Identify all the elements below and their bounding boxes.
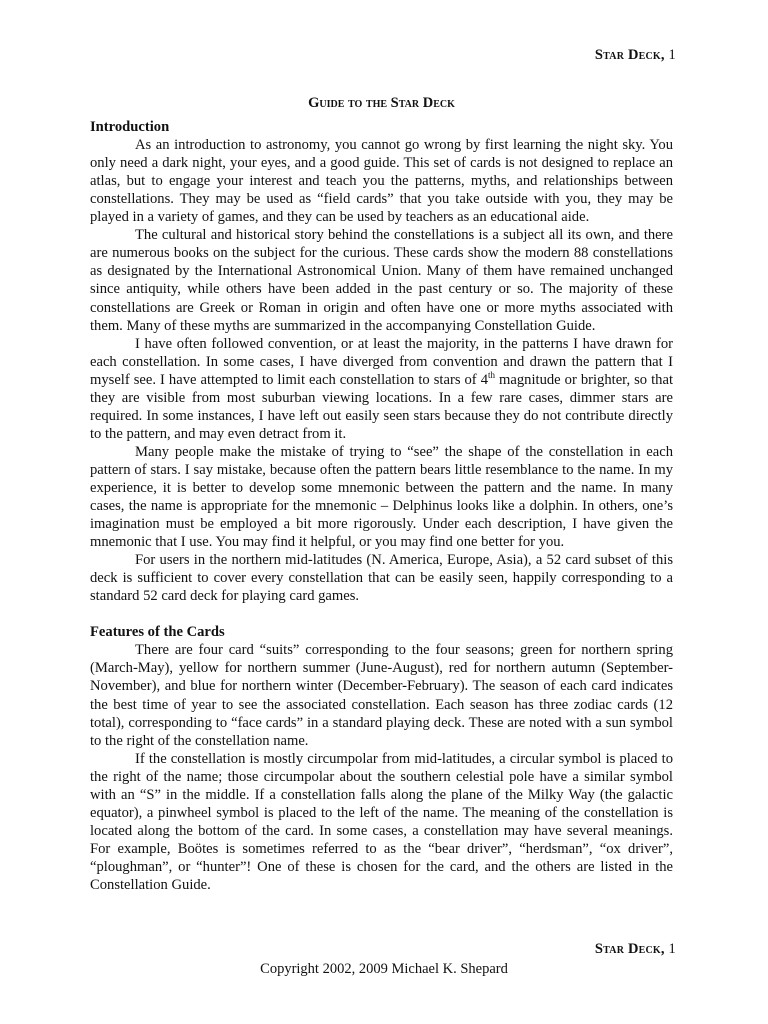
running-head-bottom (595, 941, 676, 958)
document-title: Guide to the Star Deck (308, 95, 455, 111)
running-head-page-number: 1 (668, 47, 676, 63)
copyright-notice: Copyright 2002, 2009 Michael K. Shepard (260, 961, 508, 977)
paragraph: As an introduction to astronomy, you cannot go wrong by first learning the night sky. You only need a dark night, your eyes, and a good guide. This set of cards is not designed to replace an atlas, but to engage your interest and teach you the patterns, myths, and relationships between constellations. They may be used as “field cards” that you take outside with you, they may be played in a variety of games, and they can be used by teachers as an educational aide. (90, 137, 673, 226)
running-head-title: Star Deck, (594, 47, 665, 63)
paragraph: Many people make the mistake of trying to “see” the shape of the constellation in each pattern of stars. I say mistake, because often the pattern bears little resemblance to the name. In my experience, it is better to develop some mnemonic between the pattern and the name. In many cases, the name is appropriate for the mnemonic – Delphinus looks like a dolphin. In others, one’s imagination must be employed a bit more rigorously. Under each description, I have given the mnemonic that I use. You may find it helpful, or you may find one better for you. (90, 443, 673, 551)
section-heading-features: Features of the Cards (90, 624, 225, 641)
running-head-page-number: 1 (668, 941, 676, 957)
superscript: th (488, 369, 496, 380)
paragraph: The cultural and historical story behind the constellations is a subject all its own, and there are numerous books on the subject for the curious. These cards show the modern 88 constellations as designated by the International Astronomical Union. Many of them have remained unchanged since antiquity, while others have been added in the past century or so. The majority of these constellations are Greek or Roman in origin and often have one or more myths associated with them. Many of these myths are summarized in the accompanying Constellation Guide. (90, 227, 673, 334)
running-head-title: Star Deck, (594, 941, 665, 957)
running-head-top (595, 47, 676, 64)
paragraph: There are four card “suits” corresponding to the four seasons; green for northern spring (March-May), yellow for northern summer (June-August), red for northern autumn (September-November), and blue for northern winter (December-February). The season of each card indicates the best time of year to see the associated constellation. Each season has three zodiac cards (12 total), corresponding to “face cards” in a standard playing deck. These are noted with a sun symbol to the right of the constellation name. (90, 642, 673, 749)
paragraph-text: I have often followed convention, or at least the majority, in the patterns I have drawn for each constellation. In some cases, I have diverged from convention and drawn the pattern that I myself see. I have attempted to limit each constellation to stars of 4 (90, 335, 673, 388)
paragraph: If the constellation is mostly circumpolar from mid-latitudes, a circular symbol is placed to the right of the name; those circumpolar about the southern celestial pole have a similar symbol with an “S” in the middle. If a constellation falls along the plane of the Milky Way (the galactic equator), a pinwheel symbol is placed to the left of the name. The meaning of the constellation is located along the bottom of the card. In some cases, a constellation may have several meanings. For example, Boötes is sometimes referred to as the “bear driver”, “herdsman”, “ox driver”, “ploughman”, or “hunter”! One of these is chosen for the card, and the others are listed in the Constellation Guide. (90, 750, 673, 893)
document-body (90, 94, 673, 894)
section-heading-introduction: Introduction (90, 119, 170, 136)
paragraph (90, 335, 673, 443)
paragraph: For users in the northern mid-latitudes (N. America, Europe, Asia), a 52 card subset of this deck is sufficient to cover every constellation that can be easily seen, happily corresponding to a standard 52 card deck for playing card games. (90, 552, 673, 605)
paragraph-text: magnitude or brighter, so that they are visible from most suburban viewing locations. In a few rare cases, dimmer stars are required. In some instances, I have left out easily seen stars because they do not contribute directly to the pattern, and may even detract from it. (90, 371, 674, 442)
